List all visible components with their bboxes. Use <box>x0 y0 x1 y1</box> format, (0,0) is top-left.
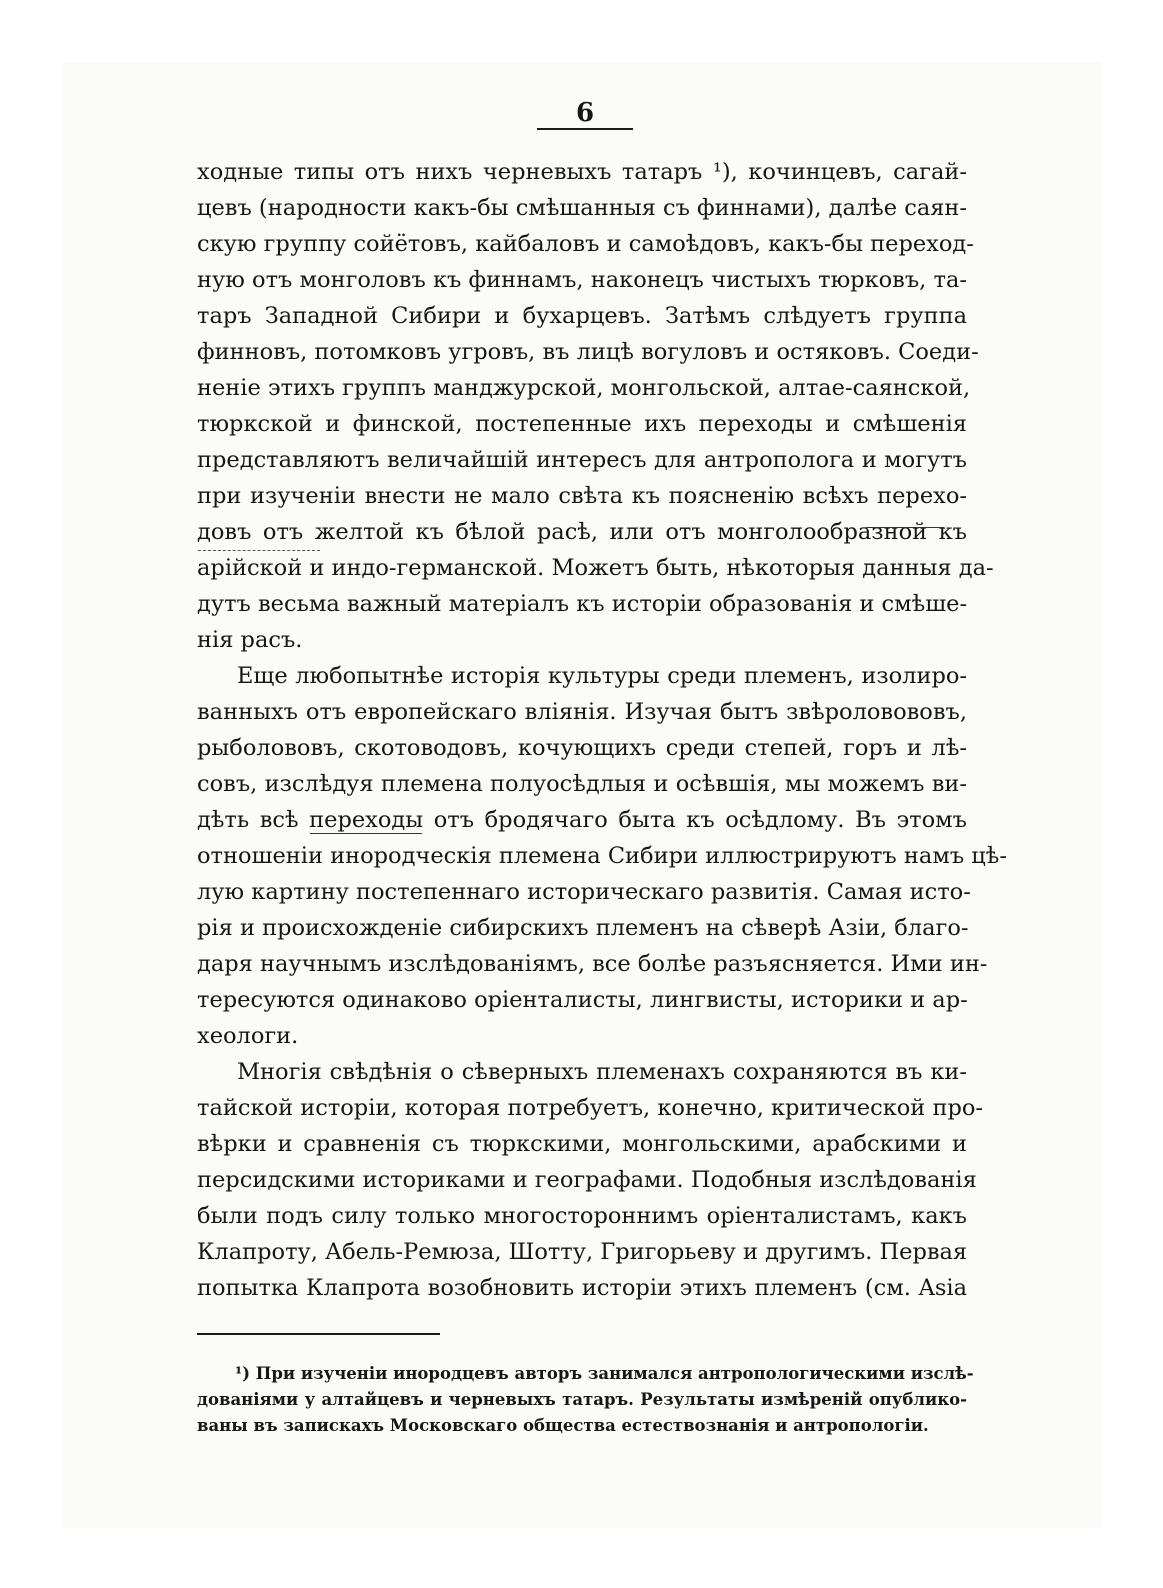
body-line: Многія свѣдѣнія о сѣверныхъ племенахъ сохраняются въ ки- <box>237 1059 967 1085</box>
body-line: попытка Клапрота возобновить исторіи этихъ племенъ (см. Asia <box>197 1275 967 1301</box>
body-line: арійской и индо-германской. Можетъ быть, нѣкоторыя данныя да- <box>197 555 994 581</box>
body-line: тайской исторіи, которая потребуетъ, конечно, критической про- <box>197 1095 983 1121</box>
body-line: были подъ силу только многостороннимъ оріенталистамъ, какъ <box>197 1203 967 1229</box>
pencil-underline-mark <box>866 527 944 528</box>
body-line: скую группу сойётовъ, кайбаловъ и самоѣдовъ, какъ-бы переход- <box>197 231 974 257</box>
body-line: хеологи. <box>197 1023 299 1049</box>
body-line: вѣрки и сравненія съ тюркскими, монгольскими, арабскими и <box>197 1131 967 1157</box>
body-line: цевъ (народности какъ-бы смѣшанныя съ финнами), далѣе саян- <box>197 195 968 221</box>
body-line: неніе этихъ группъ манджурской, монгольской, алтае-саянской, <box>197 375 971 401</box>
body-line: дѣть всѣ переходы отъ бродячаго быта къ осѣдлому. Въ этомъ <box>197 807 967 833</box>
body-line: дутъ весьма важный матеріалъ къ исторіи образованія и смѣше- <box>197 591 968 617</box>
body-line: при изученіи внести не мало свѣта къ поясненію всѣхъ перехо- <box>197 483 967 509</box>
body-line: представляютъ величайшій интересъ для антрополога и могутъ <box>197 447 967 473</box>
body-line: ходные типы отъ нихъ черневыхъ татаръ ¹), кочинцевъ, сагай- <box>197 159 967 185</box>
body-line: ванныхъ отъ европейскаго вліянія. Изучая бытъ звѣроловововъ, <box>197 699 967 725</box>
body-line: финновъ, потомковъ угровъ, въ лицѣ вогуловъ и остяковъ. Соеди- <box>197 339 979 365</box>
body-line: нія расъ. <box>197 627 303 653</box>
body-line: рыболововъ, скотоводовъ, кочующихъ среди степей, горъ и лѣ- <box>197 735 967 761</box>
body-line: рія и происхожденіе сибирскихъ племенъ на сѣверѣ Азіи, благо- <box>197 915 969 941</box>
page-number: 6 <box>575 98 595 128</box>
body-line: таръ Западной Сибири и бухарцевъ. Затѣмъ слѣдуетъ группа <box>197 303 967 329</box>
pencil-underline-mark <box>310 833 422 834</box>
body-line: лую картину постепеннаго историческаго развитія. Самая исто- <box>197 879 971 905</box>
body-line: Клапроту, Абель-Ремюза, Шотту, Григорьеву и другимъ. Первая <box>197 1239 968 1265</box>
footnote-line: ¹) При изученіи инородцевъ авторъ занимался антропологическими изслѣ- <box>235 1364 974 1383</box>
body-line: довъ отъ желтой къ бѣлой расѣ, или отъ монголообразной къ <box>197 519 967 545</box>
page-number-rule <box>537 128 633 130</box>
body-line: отношеніи инородческія племена Сибири иллюстрируютъ намъ цѣ- <box>197 843 1007 869</box>
body-line: ную отъ монголовъ къ финнамъ, наконецъ чистыхъ тюрковъ, та- <box>197 267 967 293</box>
body-line: тюркской и финской, постепенные ихъ переходы и смѣшенія <box>197 411 967 437</box>
pencil-dash-mark <box>198 550 320 551</box>
body-line: тересуются одинаково оріенталисты, лингвисты, историки и ар- <box>197 987 968 1013</box>
body-line: даря научнымъ изслѣдованіямъ, все болѣе разъясняется. Ими ин- <box>197 951 988 977</box>
footnote-rule <box>197 1333 440 1335</box>
body-line: Еще любопытнѣе исторія культуры среди племенъ, изолиро- <box>237 663 967 689</box>
body-line: персидскими историками и географами. Подобныя изслѣдованія <box>197 1167 977 1193</box>
footnote-line: ваны въ запискахъ Московскаго общества естествознанія и антропологіи. <box>197 1416 929 1435</box>
body-line: совъ, изслѣдуя племена полуосѣдлыя и осѣвшія, мы можемъ ви- <box>197 771 967 797</box>
footnote-line: дованіями у алтайцевъ и черневыхъ татаръ. Результаты измѣреній опублико- <box>197 1390 967 1409</box>
